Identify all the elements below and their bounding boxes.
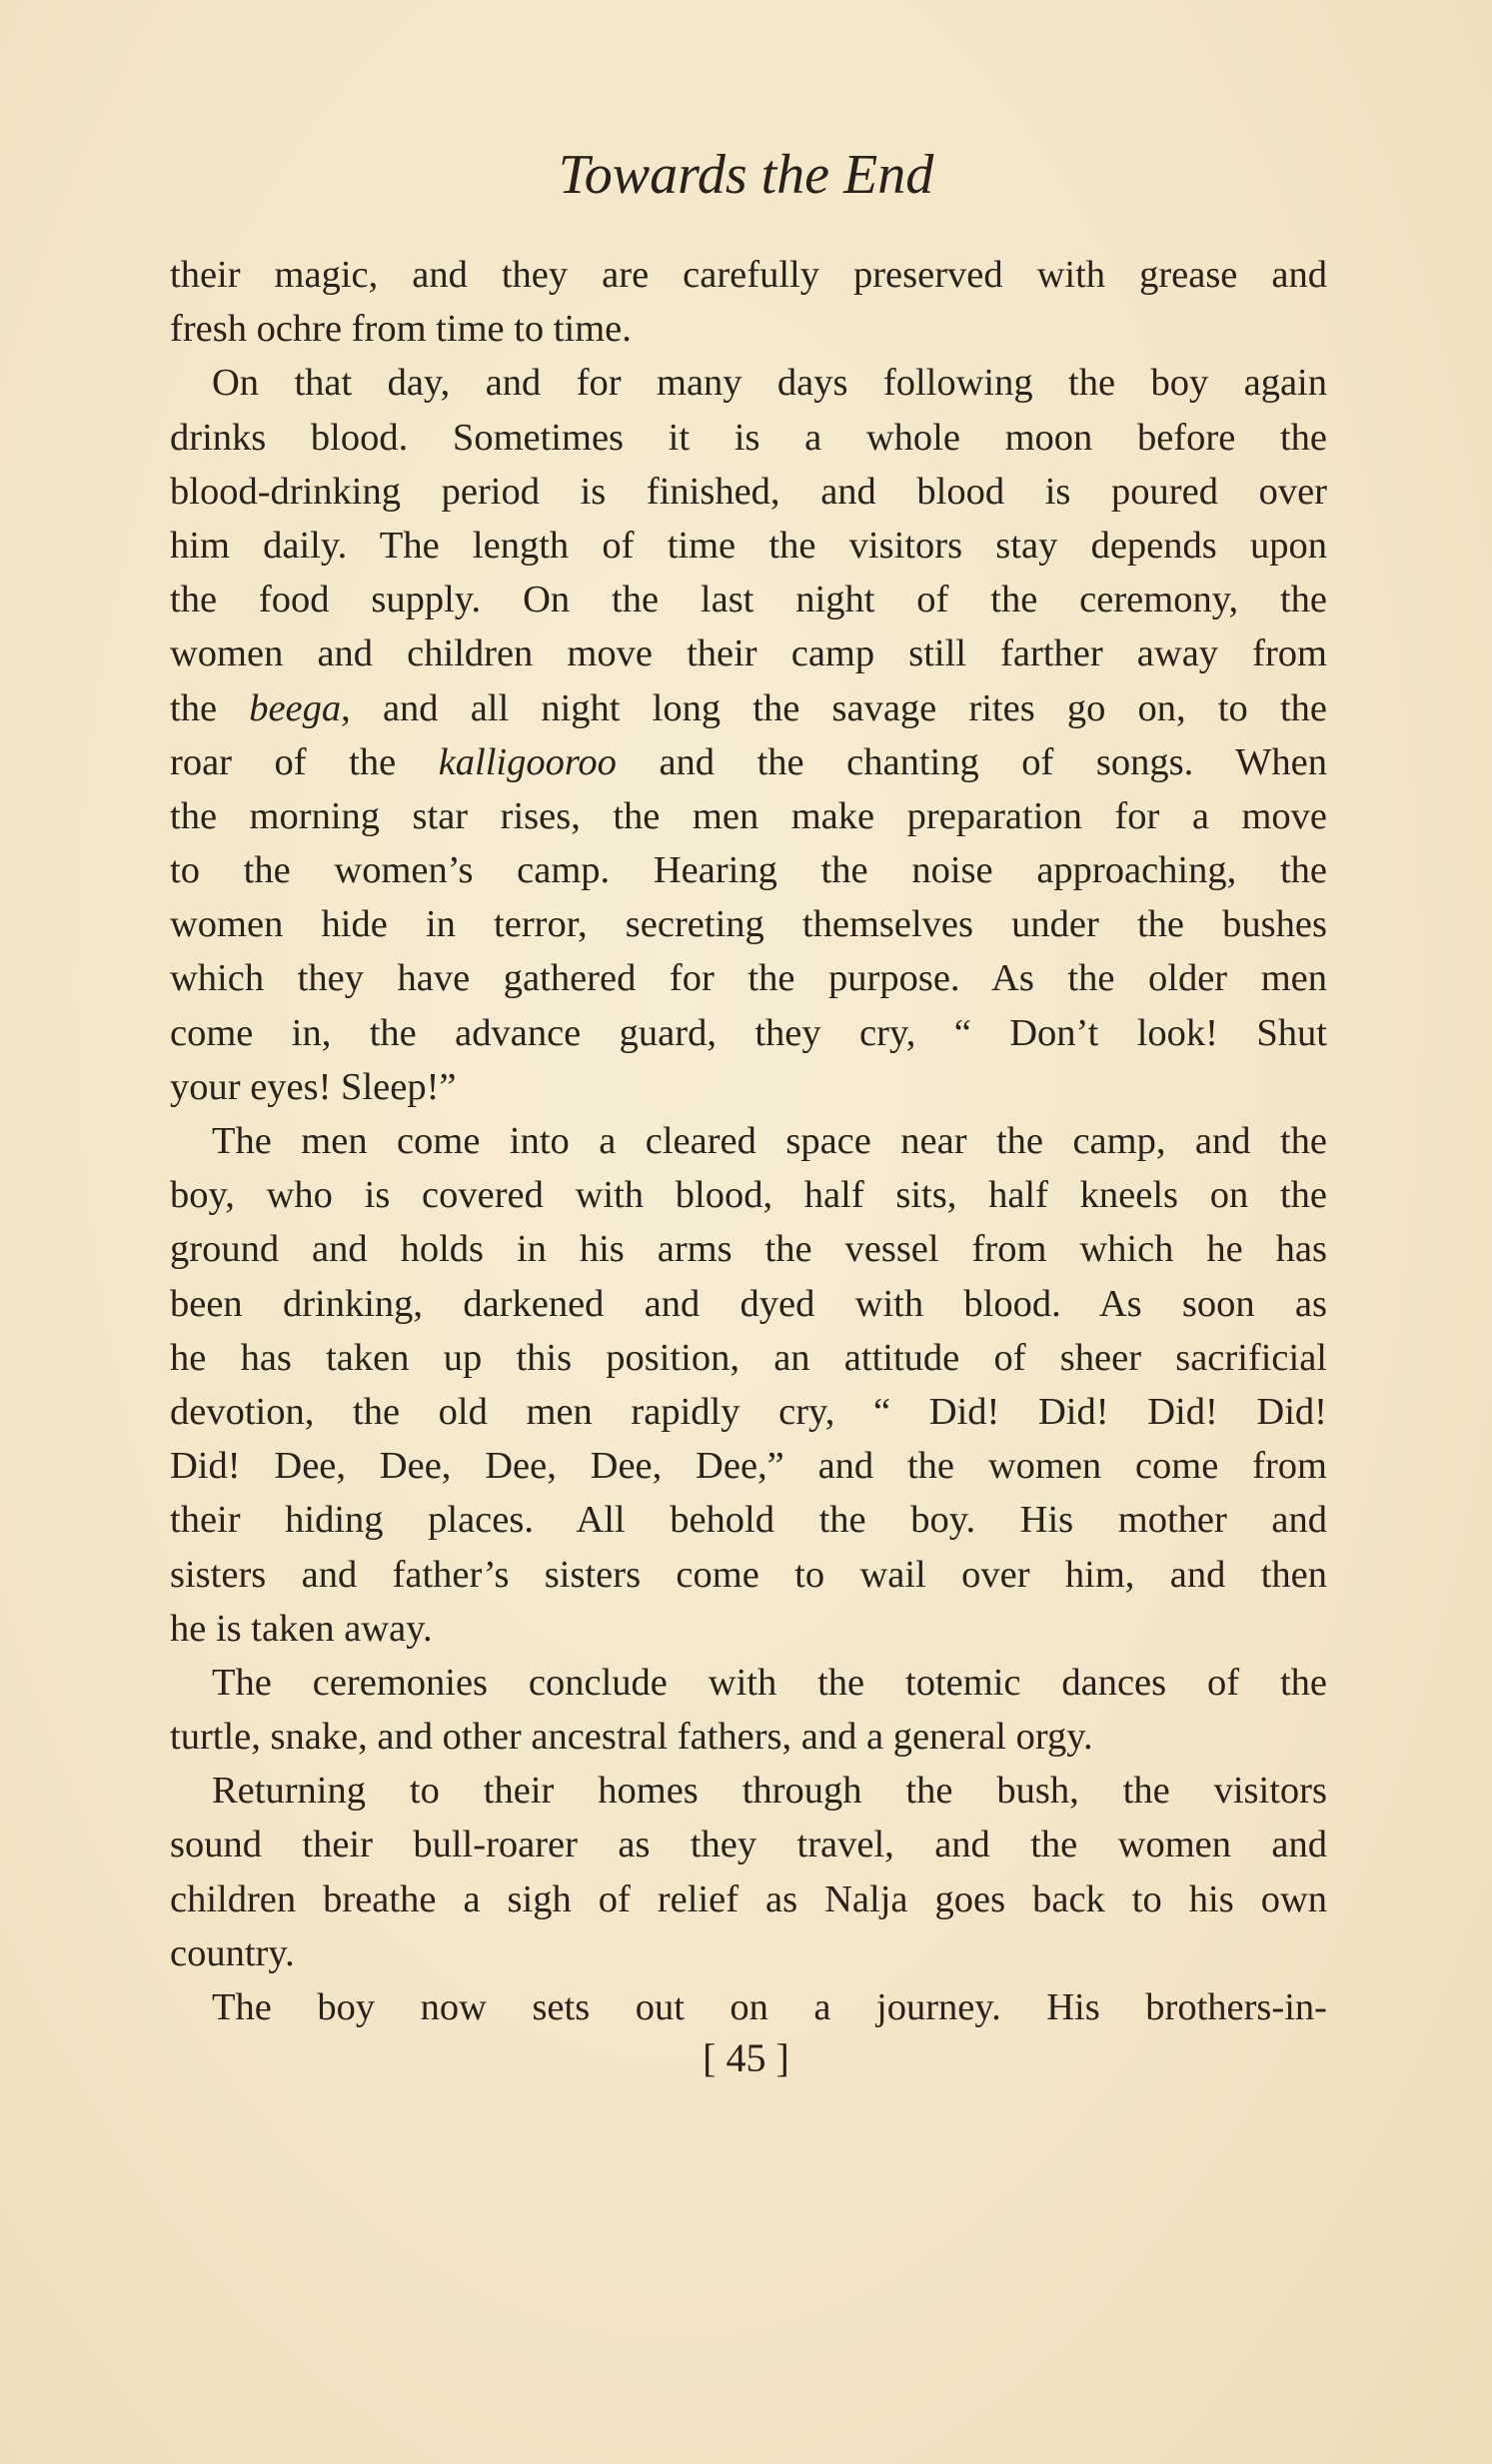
text-line: Returning to their homes through the bush, the visitors — [212, 1770, 1327, 1813]
text-line: ground and holds in his arms the vessel from which he has — [170, 1228, 1327, 1271]
italic-term-beega: beega — [249, 686, 342, 729]
text-span: roar of the — [170, 740, 439, 783]
text-line: turtle, snake, and other ancestral fathers, and a general orgy. — [170, 1716, 1093, 1759]
page-number: [ 45 ] — [703, 2035, 789, 2080]
text-span: and the chanting of songs. When — [616, 740, 1327, 783]
text-line: the food supply. On the last night of the ceremony, the — [170, 579, 1327, 621]
text-line: he has taken up this position, an attitude of sheer sacrificial — [170, 1336, 1327, 1379]
text-line: the morning star rises, the men make preparation for a move — [170, 794, 1327, 837]
text-line: him daily. The length of time the visitors stay depends upon — [170, 524, 1327, 567]
text-line — [170, 681, 1327, 735]
text-line: The ceremonies conclude with the totemic dances of the — [212, 1661, 1327, 1704]
text-line: he is taken away. — [170, 1607, 433, 1650]
text-line: Did! Dee, Dee, Dee, Dee, Dee,” and the women come from — [170, 1445, 1327, 1488]
text-line: to the women’s camp. Hearing the noise approaching, the — [170, 849, 1327, 892]
text-span: , and all night long the savage rites go on, to the — [341, 686, 1327, 729]
text-line: On that day, and for many days following the boy again — [212, 362, 1327, 405]
text-span: the — [170, 686, 250, 729]
text-line: your eyes! Sleep!” — [170, 1065, 457, 1108]
text-line: boy, who is covered with blood, half sits, half kneels on the — [170, 1174, 1327, 1217]
italic-term-kalligooroo: kalligooroo — [438, 740, 617, 783]
text-line: come in, the advance guard, they cry, “ Don’t look! Shut — [170, 1011, 1327, 1054]
text-line: sisters and father’s sisters come to wail over him, and then — [170, 1553, 1327, 1596]
text-line: drinks blood. Sometimes it is a whole moon before the — [170, 416, 1327, 459]
text-line: women and children move their camp still farther away from — [170, 632, 1327, 675]
text-line: devotion, the old men rapidly cry, “ Did! Did! Did! Did! — [170, 1390, 1327, 1433]
text-line: been drinking, darkened and dyed with blood. As soon as — [170, 1282, 1327, 1325]
text-line: fresh ochre from time to time. — [170, 308, 632, 351]
text-line: sound their bull-roarer as they travel, and the women and — [170, 1824, 1327, 1866]
text-line: blood-drinking period is finished, and blood is poured over — [170, 470, 1327, 513]
text-line: children breathe a sigh of relief as Nalja goes back to his own — [170, 1877, 1327, 1920]
body-text — [170, 248, 1327, 2034]
text-line: which they have gathered for the purpose. As the older men — [170, 957, 1327, 1000]
text-line: their magic, and they are carefully preserved with grease and — [170, 254, 1327, 296]
text-line: their hiding places. All behold the boy. His mother and — [170, 1499, 1327, 1542]
text-line: women hide in terror, secreting themselves under the bushes — [170, 903, 1327, 946]
text-line — [170, 735, 1327, 789]
text-line: The men come into a cleared space near the camp, and the — [212, 1120, 1327, 1162]
text-line: The boy now sets out on a journey. His brothers-in- — [212, 1986, 1327, 2028]
text-line: country. — [170, 1931, 295, 1974]
running-head: Towards the End — [558, 144, 934, 206]
